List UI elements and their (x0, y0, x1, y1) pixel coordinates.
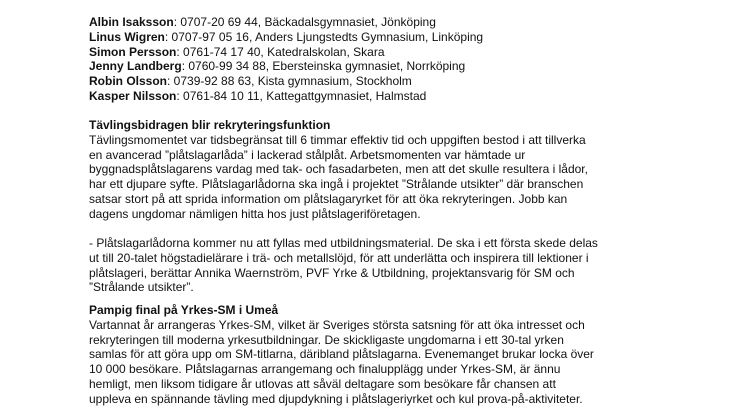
paragraph-line: har ett djupare syfte. Plåtslagarlådorna ska ingå i projektet ”Strålande utsikter” där branschen (89, 177, 584, 192)
contact-entry (89, 30, 649, 45)
contact-name: Kasper Nilsson (89, 88, 177, 103)
contact-name: Robin Olsson (89, 74, 167, 89)
paragraph-line: satsar stort på att sprida information om plåtslagaryrket för att öka rekryteringen. Jobb kan (89, 191, 568, 206)
contact-name: Jenny Landberg (89, 59, 182, 74)
paragraph-line: samlas för att göra upp om SM-titlarna, däribland plåtslagarna. Evenemanget brukar locka över (89, 347, 594, 362)
section-final (89, 303, 649, 407)
contact-details: : 0739-92 88 63, Kista gymnasium, Stockholm (167, 74, 412, 89)
contact-name: Albin Isaksson (89, 15, 174, 29)
contact-entry (89, 59, 649, 74)
contact-details: : 0707-20 69 44, Bäckadalsgymnasiet, Jönköping (173, 15, 436, 29)
contact-list (89, 15, 649, 104)
paragraph-line: dagens ungdomar nämligen hitta hos just plåtslageriföretagen. (89, 206, 421, 221)
section-paragraph (89, 318, 649, 407)
contact-entry (89, 74, 649, 89)
contact-details: : 0761-74 17 40, Katedralskolan, Skara (176, 44, 385, 59)
section-paragraph (89, 133, 649, 222)
paragraph-line: 10 000 besökare. Plåtslagarnas arrangemang och finalupplägg under Yrkes-SM, är ännu (89, 362, 561, 377)
contact-name: Linus Wigren (89, 29, 165, 44)
paragraph-line: hemligt, men liksom tidigare år utlovas att såväl deltagare som besökare får chansen att (89, 376, 556, 391)
paragraph-line: en avancerad ”plåtslagarlåda” i lackerad stålplåt. Arbetsmomenten var hämtade ur (89, 147, 526, 162)
section-recruitment (89, 118, 649, 222)
paragraph-line: rekryteringen till moderna yrkesutbildningar. De skickligaste ungdomarna i ett 30-tal yrken (89, 332, 564, 347)
paragraph-line: plåtslageri, berättar Annika Waernström, PVF Yrke & Utbildning, projektansvarig för SM och (89, 265, 575, 280)
paragraph-line: Tävlingsmomentet var tidsbegränsat till 6 timmar effektiv tid och uppgiften bestod i att tillverka (89, 132, 586, 147)
section-heading: Pampig final på Yrkes-SM i Umeå (89, 303, 279, 317)
paragraph-line: Vartannat år arrangeras Yrkes-SM, vilket är Sveriges största satsning för att öka intresset och (89, 317, 585, 332)
contact-entry (89, 45, 649, 60)
section-heading: Tävlingsbidragen blir rekryteringsfunktion (89, 118, 331, 132)
section-quote (89, 236, 649, 295)
paragraph-line: uppleva en spännande tävling med djupdykning i plåtslageriyrket och kul prova-på-aktiviteter. (89, 391, 583, 406)
section-paragraph (89, 236, 649, 295)
contact-name: Simon Persson (89, 44, 177, 59)
contact-entry (89, 89, 649, 104)
contact-details: : 0760-99 34 88, Ebersteinska gymnasiet, Norrköping (181, 59, 466, 74)
paragraph-line: byggnadsplåtslagarens vardag med tak- och fasadarbeten, men att det skulle resultera i lådor, (89, 162, 588, 177)
paragraph-line: ”Strålande utsikter”. (89, 280, 194, 295)
paragraph-line: ut till 20-talet högstadielärare i trä- och metallslöjd, för att underlätta och inspirera till lektioner i (89, 250, 589, 265)
paragraph-line: - Plåtslagarlådorna kommer nu att fyllas med utbildningsmaterial. De ska i ett första skede delas (89, 236, 598, 250)
contact-details: : 0707-97 05 16, Anders Ljungstedts Gymnasium, Linköping (164, 29, 484, 44)
contact-details: : 0761-84 10 11, Kattegattgymnasiet, Halmstad (176, 88, 427, 103)
contact-entry (89, 15, 649, 30)
